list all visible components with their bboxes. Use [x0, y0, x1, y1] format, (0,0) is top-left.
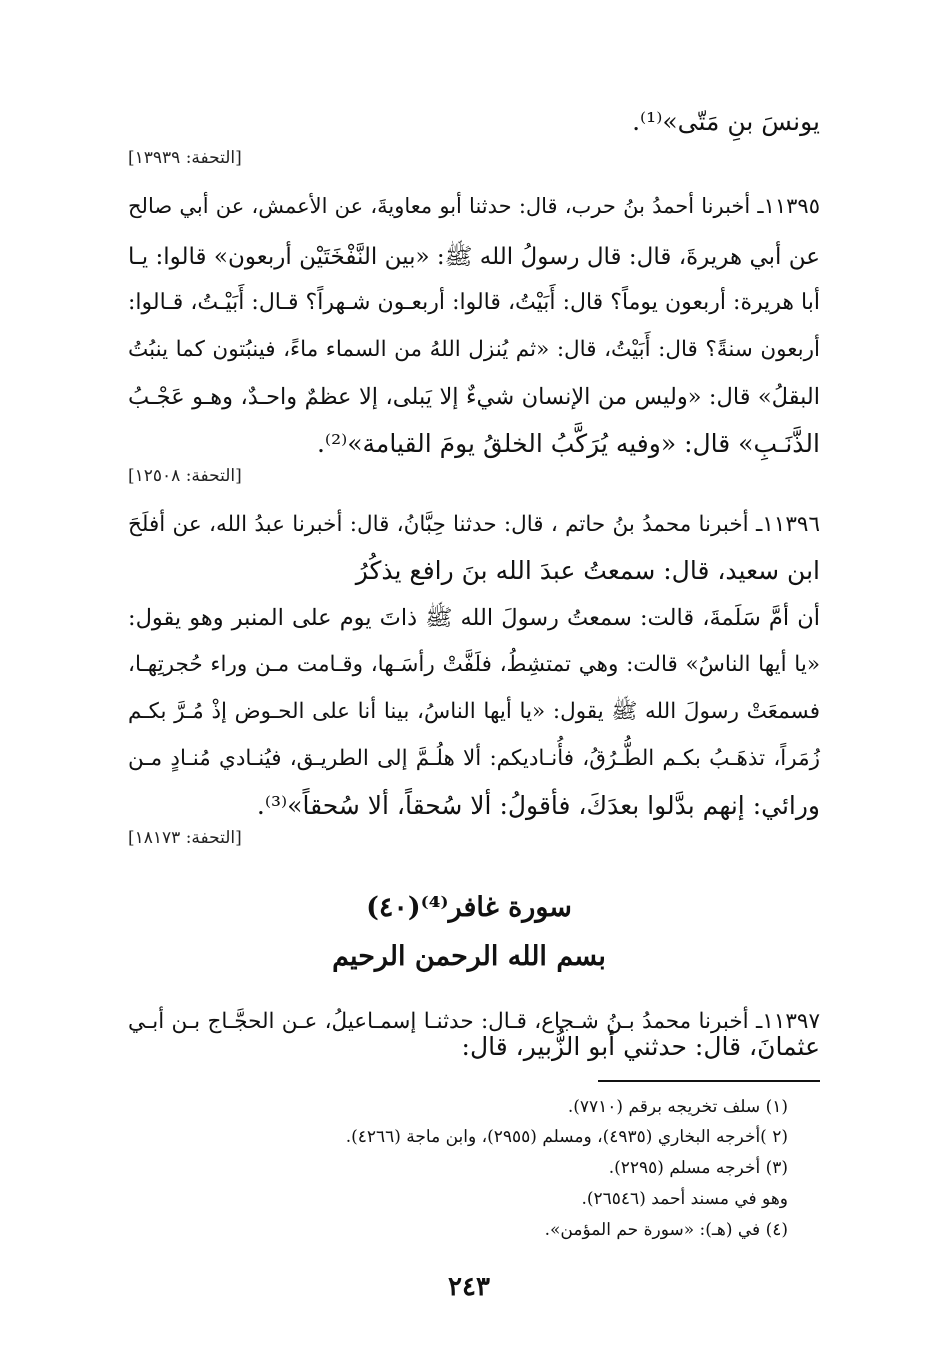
- hadith-11396-line: ابن سعيد، قال: سمعتُ عبدَ الله بنَ رافع يذكُرُ: [355, 556, 820, 585]
- hadith-11397-line: ١١٣٩٧ـ أخبرنا محمدُ بـنُ شـجاع، قـال: حدثنـا إسمـاعيلُ، عـن الحجَّـاج بـن أبـي: [128, 1009, 820, 1034]
- footnote: (٤) في (هـ): «سورة حم المؤمن».: [544, 1220, 788, 1240]
- hadith-11395-line: ١١٣٩٥ـ أخبرنا أحمدُ بنُ حرب، قال: حدثنا أبو معاويةَ، عن الأعمش، عن أبي صالح: [128, 194, 820, 218]
- hadith-11396-line: ١١٣٩٦ـ أخبرنا محمدُ بنُ حاتم ، قال: حدثنا حِبَّانُ، قال: أخبرنا عبدُ الله، عن أفلَحَ: [128, 512, 820, 537]
- hadith-11396-line: أن أمَّ سَلَمةَ، قالت: سمعتُ رسولَ الله ﷺ ذاتَ يوم على المنبر وهو يقول:: [128, 605, 820, 631]
- hadith-11395-line: أربعون سنةً؟ قال: أَبَيْتُ، قال: «ثم يُنزل اللهُ من السماء ماءً، فينبُتون كما ينبُتُ: [128, 337, 820, 362]
- footnote-separator: [598, 1080, 820, 1082]
- surah-heading: سورة غافر⁽⁴⁾(٤٠): [366, 892, 572, 923]
- tuhfa-reference: [التحفة: ١٨١٧٣]: [128, 828, 242, 848]
- footnote: (٢ )أخرجه البخاري (٤٩٣٥)، ومسلم (٢٩٥٥)، وابن ماجة (٤٢٦٦).: [345, 1127, 788, 1147]
- hadith-11396-line: فسمعَتْ رسولَ الله ﷺ يقول: «يا أيها الناسُ، بينا أنا على الحـوض إذْ مُـرَّ بكـم: [128, 699, 820, 724]
- tuhfa-reference: [التحفة: ١٢٥٠٨]: [128, 466, 242, 486]
- hadith-11395-line: عن أبي هريرةَ، قال: قال رسولُ الله ﷺ: «بين النَّفْخَتَيْن أربعون» قالوا: يـا: [128, 244, 820, 270]
- hadith-11396-line: زُمَراً، تذهَـبُ بكـم الطُّـرُقُ، فأُنـاديكم: ألا هلُـمَّ إلى الطريـق، فيُنـادي مُنـادٍ مـن: [128, 746, 820, 771]
- hadith-11395-line: البقلُ» قال: «وليس من الإنسان شيءٌ إلا يَبلى، إلا عظمٌ واحـدٌ، وهـو عَجْـبُ: [128, 384, 820, 410]
- hadith-11395-line: أبا هريرة: أربعون يوماً؟ قال: أَبَيْتُ، قالوا: أربعـون شـهراً؟ قـال: أَبَيْـتُ، قـالوا:: [128, 290, 820, 315]
- basmala-heading: بسم الله الرحمن الرحيم: [332, 941, 606, 972]
- footnote: (٣) أخرجه مسلم (٢٢٩٥).: [608, 1158, 788, 1178]
- hadith-11397-line: عثمانَ، قال: حدثني أبو الزُّبير، قال:: [461, 1032, 820, 1061]
- text-line-continuation: يونسَ بنِ مَتّى»⁽¹⁾.: [632, 107, 820, 136]
- page-number: ٢٤٣: [448, 1272, 490, 1302]
- footnote: (١) سلف تخريجه برقم (٧٧١٠).: [567, 1097, 788, 1117]
- footnote: وهو في مسند أحمد (٢٦٥٤٦).: [581, 1189, 788, 1209]
- hadith-11396-line: «يا أيها الناسُ» قالت: وهي تمتشِطُ، فلَفَّتْ رأسَـها، وقـامت مـن وراء حُجرتِهـا،: [128, 652, 820, 677]
- tuhfa-reference: [التحفة: ١٣٩٣٩]: [128, 148, 242, 168]
- hadith-11395-line: الذَّنَـبِ» قال: «وفيه يُرَكَّبُ الخلقُ يومَ القيامة»⁽²⁾.: [316, 429, 820, 458]
- hadith-11396-line: ورائي: إنهم بدَّلوا بعدَكَ، فأقولُ: ألا سُحقاً، ألا سُحقاً»⁽³⁾.: [256, 791, 820, 820]
